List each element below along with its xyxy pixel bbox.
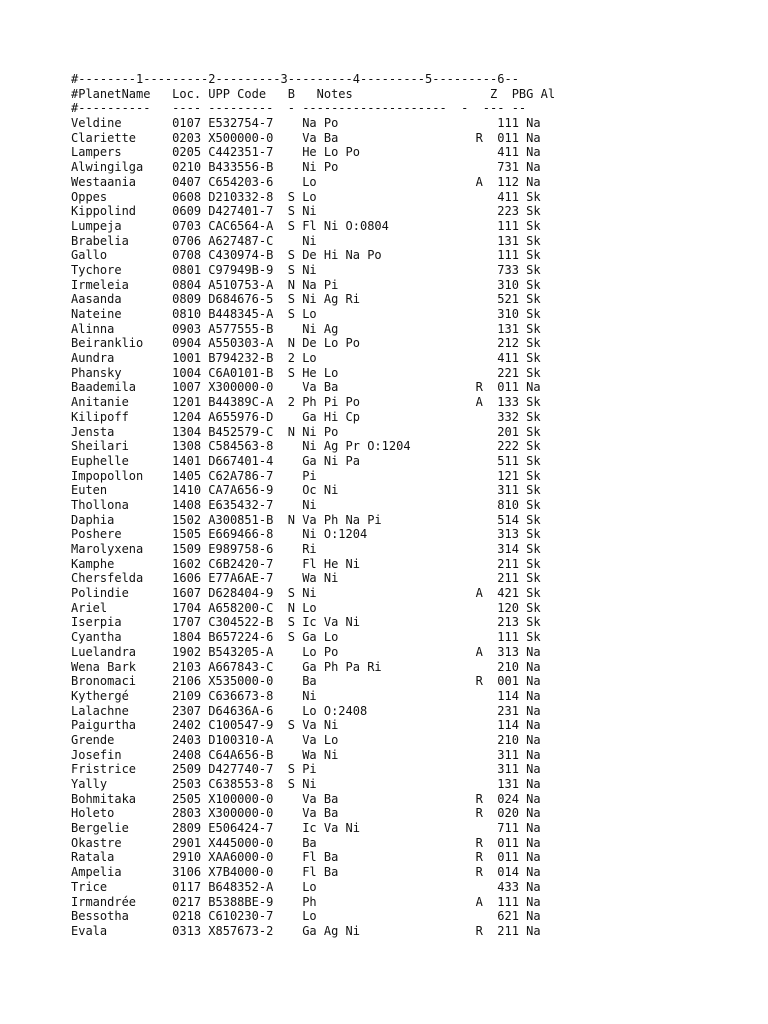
planet-row: Okastre 2901 X445000-0 Ba R 011 Na: [71, 835, 541, 850]
planet-row: Poshere 1505 E669466-8 Ni O:1204 313 Sk: [71, 527, 541, 542]
planet-row: Aasanda 0809 D684676-5 S Ni Ag Ri 521 Sk: [71, 292, 541, 307]
planet-row: Paigurtha 2402 C100547-9 S Va Ni 114 Na: [71, 718, 541, 733]
planet-row: Kippolind 0609 D427401-7 S Ni 223 Sk: [71, 204, 541, 219]
planet-row: Daphia 1502 A300851-B N Va Ph Na Pi 514 Sk: [71, 512, 541, 527]
column-ruler: #--------1---------2---------3---------4---------5---------6--: [71, 72, 519, 86]
planet-row: Yally 2503 C638553-8 S Ni 131 Na: [71, 777, 541, 791]
planet-row: Kilipoff 1204 A655976-D Ga Hi Cp 332 Sk: [71, 409, 541, 424]
planet-row: Josefin 2408 C64A656-B Wa Ni 311 Na: [71, 747, 541, 762]
planet-row: Thollona 1408 E635432-7 Ni 810 Sk: [71, 497, 541, 512]
planet-row: Bohmitaka 2505 X100000-0 Va Ba R 024 Na: [71, 791, 541, 806]
planet-row: Veldine 0107 E532754-7 Na Po 111 Na: [71, 116, 541, 131]
planet-row: Baademila 1007 X300000-0 Va Ba R 011 Na: [71, 380, 541, 395]
planet-row: Sheilari 1308 C584563-8 Ni Ag Pr O:1204 222 Sk: [71, 439, 541, 454]
planet-row: Impopollon 1405 C62A786-7 Pi 121 Sk: [71, 468, 541, 483]
planet-row: Ampelia 3106 X7B4000-0 Fl Ba R 014 Na: [71, 865, 541, 880]
planet-row: Lumpeja 0703 CAC6564-A S Fl Ni O:0804 111 Sk: [71, 218, 541, 233]
planet-row: Beiranklio 0904 A550303-A N De Lo Po 212 Sk: [71, 336, 541, 351]
planet-row: Brabelia 0706 A627487-C Ni 131 Sk: [71, 233, 541, 248]
header-separator: #---------- ---- --------- - -------------------- - --- --: [71, 101, 527, 116]
planet-row: Aundra 1001 B794232-B 2 Lo 411 Sk: [71, 351, 541, 366]
planet-row: Luelandra 1902 B543205-A Lo Po A 313 Na: [71, 644, 541, 659]
planet-row: Iserpia 1707 C304522-B S Ic Va Ni 213 Sk: [71, 615, 541, 630]
planet-row: Kythergé 2109 C636673-8 Ni 114 Na: [71, 688, 541, 703]
planet-row: Holeto 2803 X300000-0 Va Ba R 020 Na: [71, 806, 541, 821]
planet-row: Wena Bark 2103 A667843-C Ga Ph Pa Ri 210 Na: [71, 659, 541, 674]
planet-row: Anitanie 1201 B44389C-A 2 Ph Pi Po A 133 Sk: [71, 395, 541, 410]
planet-row: Marolyxena 1509 E989758-6 Ri 314 Sk: [71, 542, 541, 556]
planet-row: Bronomaci 2106 X535000-0 Ba R 001 Na: [71, 674, 541, 689]
planet-row: Phansky 1004 C6A0101-B S He Lo 221 Sk: [71, 365, 541, 380]
planet-row: Bessotha 0218 C610230-7 Lo 621 Na: [71, 909, 541, 924]
planet-row: Euphelle 1401 D667401-4 Ga Ni Pa 511 Sk: [71, 453, 541, 468]
planet-row: Irmandrée 0217 B5388BE-9 Ph A 111 Na: [71, 894, 541, 909]
planet-row: Alinna 0903 A577555-B Ni Ag 131 Sk: [71, 321, 541, 336]
sector-data-listing: [71, 72, 555, 939]
planet-row: Irmeleia 0804 A510753-A N Na Pi 310 Sk: [71, 277, 541, 292]
planet-row: Oppes 0608 D210332-8 S Lo 411 Sk: [71, 189, 541, 204]
column-header: #PlanetName Loc. UPP Code B Notes Z PBG Al: [71, 86, 556, 101]
planet-rows: [71, 116, 555, 939]
planet-row: Alwingilga 0210 B433556-B Ni Po 731 Na: [71, 160, 541, 175]
planet-row: Trice 0117 B648352-A Lo 433 Na: [71, 879, 541, 894]
planet-row: Ratala 2910 XAA6000-0 Fl Ba R 011 Na: [71, 850, 541, 865]
planet-row: Cyantha 1804 B657224-6 S Ga Lo 111 Sk: [71, 630, 541, 645]
planet-row: Gallo 0708 C430974-B S De Hi Na Po 111 Sk: [71, 248, 541, 263]
planet-row: Chersfelda 1606 E77A6AE-7 Wa Ni 211 Sk: [71, 571, 541, 586]
planet-row: Clariette 0203 X500000-0 Va Ba R 011 Na: [71, 130, 541, 145]
planet-row: Euten 1410 CA7A656-9 Oc Ni 311 Sk: [71, 483, 541, 498]
planet-row: Jensta 1304 B452579-C N Ni Po 201 Sk: [71, 424, 541, 439]
planet-row: Tychore 0801 C97949B-9 S Ni 733 Sk: [71, 262, 541, 277]
planet-row: Kamphe 1602 C6B2420-7 Fl He Ni 211 Sk: [71, 556, 541, 571]
planet-row: Westaania 0407 C654203-6 Lo A 112 Na: [71, 174, 541, 189]
planet-row: Ariel 1704 A658200-C N Lo 120 Sk: [71, 600, 541, 615]
planet-row: Lalachne 2307 D64636A-6 Lo O:2408 231 Na: [71, 703, 541, 718]
planet-row: Lampers 0205 C442351-7 He Lo Po 411 Na: [71, 145, 541, 160]
planet-row: Evala 0313 X857673-2 Ga Ag Ni R 211 Na: [71, 923, 541, 938]
planet-row: Polindie 1607 D628404-9 S Ni A 421 Sk: [71, 586, 541, 601]
planet-row: Grende 2403 D100310-A Va Lo 210 Na: [71, 732, 541, 747]
planet-row: Bergelie 2809 E506424-7 Ic Va Ni 711 Na: [71, 821, 541, 836]
planet-row: Fristrice 2509 D427740-7 S Pi 311 Na: [71, 762, 541, 777]
planet-row: Nateine 0810 B448345-A S Lo 310 Sk: [71, 307, 541, 321]
